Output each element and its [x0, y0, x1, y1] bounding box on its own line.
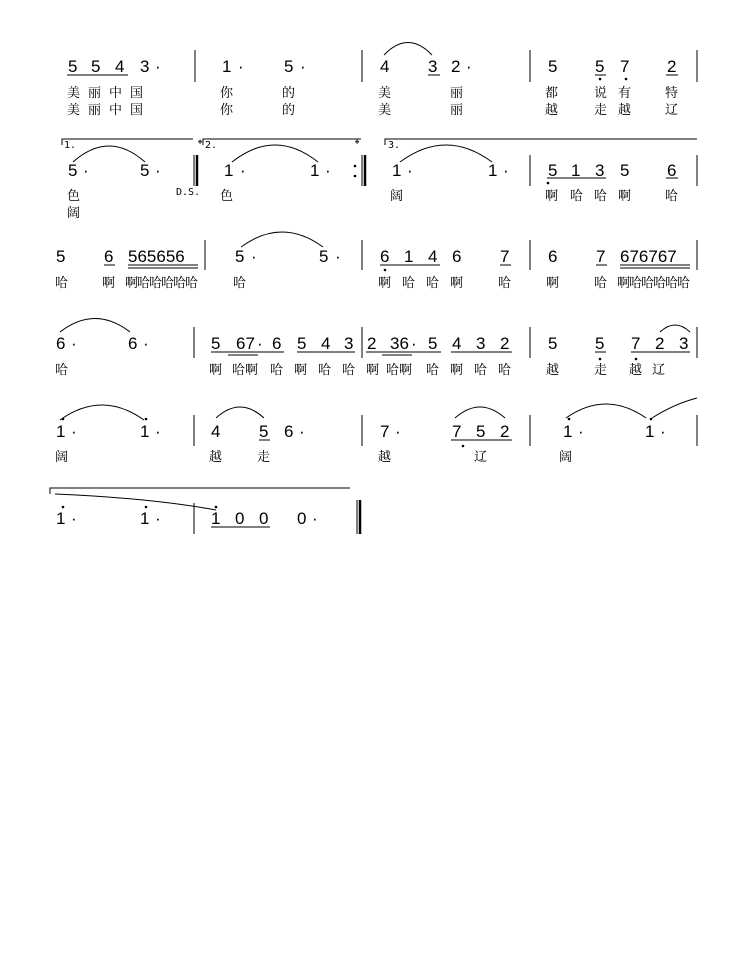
row2-lyric: 哈 — [665, 189, 679, 204]
row2-dot: · — [503, 161, 509, 180]
row1-lyric: 中 — [109, 86, 123, 101]
row2-dot: · — [407, 161, 413, 180]
row4-note: 36 — [390, 334, 409, 353]
row3-note: 6 — [452, 247, 462, 266]
row4-lyric: 啊 — [294, 363, 308, 378]
row3-note: 1 — [404, 247, 414, 266]
row1-lyric-v2: 美 — [378, 103, 392, 118]
row1-lyric: 你 — [220, 86, 234, 101]
row5-note: 2 — [500, 422, 510, 441]
row5-dot: · — [660, 422, 666, 441]
row2-lyric-v2: 阔 — [67, 206, 81, 221]
row5-lyric: 阔 — [55, 450, 69, 465]
row5-dot: · — [155, 422, 161, 441]
row6-note: 0 — [235, 509, 245, 528]
row4-note: 5 — [211, 334, 221, 353]
row1-note: 5 — [68, 57, 78, 76]
row2-lyric: 色 — [67, 189, 81, 204]
row4-note: 5 — [428, 334, 438, 353]
row1-lyric-v2: 越 — [545, 103, 559, 118]
row3-lyric: 啊哈哈哈哈哈 — [617, 276, 690, 291]
row1-lyric-v2: 辽 — [665, 103, 679, 118]
row4-note: 5 — [297, 334, 307, 353]
row2-note: 5 — [548, 161, 558, 180]
volta-3-label: 3. — [388, 140, 401, 151]
row3-lyric: 哈 — [233, 276, 247, 291]
row1-dot: · — [300, 57, 306, 76]
row4-dot: · — [71, 334, 77, 353]
row5-note: 1 — [56, 422, 66, 441]
volta-2-label: 2. — [205, 140, 218, 151]
row4-lyric: 啊 — [450, 363, 464, 378]
row1-lyric: 美 — [67, 86, 81, 101]
row4-lyric: 辽 — [652, 363, 666, 378]
row2-note: 1 — [488, 161, 498, 180]
row3-lyric: 啊 — [102, 276, 116, 291]
row2-note: 5 — [140, 161, 150, 180]
row5-lyric: 阔 — [559, 450, 573, 465]
row1-note: 4 — [115, 57, 125, 76]
row4-lyric: 哈 — [474, 363, 488, 378]
segno-icon: 𝄌 — [198, 137, 203, 151]
row6-note: 0 — [297, 509, 307, 528]
row3-lyric: 哈 — [426, 276, 440, 291]
row3-note: 7 — [596, 247, 606, 266]
row5-dot: · — [578, 422, 584, 441]
row4-note: 3 — [679, 334, 689, 353]
row1-dot: · — [238, 57, 244, 76]
row4-note: 6 — [56, 334, 66, 353]
row1-lyric: 丽 — [88, 86, 102, 101]
row4-dot: · — [411, 334, 417, 353]
row2-note: 3 — [595, 161, 605, 180]
row4-lyric: 啊 — [209, 363, 223, 378]
row4-lyric: 哈啊 — [232, 363, 259, 378]
row2-note: 5 — [68, 161, 78, 180]
row3-lyric: 哈 — [594, 276, 608, 291]
volta-1-label: 1. — [64, 140, 77, 151]
row2-dot: · — [155, 161, 161, 180]
row4-lyric: 哈 — [342, 363, 356, 378]
row3-lyric: 啊 — [546, 276, 560, 291]
row1-lyric: 特 — [665, 86, 679, 101]
row4-dot: · — [257, 334, 263, 353]
row3-lyric: 哈 — [55, 276, 69, 291]
row6-note: 1 — [211, 509, 221, 528]
row1-note: 3 — [428, 57, 438, 76]
row1-lyric-v2: 的 — [282, 103, 296, 118]
row5-note: 1 — [563, 422, 573, 441]
row5-note: 4 — [211, 422, 221, 441]
row1-dot: · — [155, 57, 161, 76]
row1-note: 5 — [91, 57, 101, 76]
row2-note: 6 — [667, 161, 677, 180]
row4-note: 2 — [655, 334, 665, 353]
row1-lyric: 美 — [378, 86, 392, 101]
row2-note: 1 — [310, 161, 320, 180]
row3-lyric: 啊哈哈哈哈哈 — [125, 276, 198, 291]
row4-lyric: 哈 — [498, 363, 512, 378]
row3-note: 7 — [500, 247, 510, 266]
row3-note: 5 — [56, 247, 66, 266]
row1-lyric: 说 — [594, 86, 608, 101]
row3-note: 565656 — [128, 247, 185, 266]
row5-note: 5 — [259, 422, 269, 441]
row3-lyric: 啊 — [378, 276, 392, 291]
row1-lyric-v2: 国 — [130, 103, 144, 118]
row4-note: 6 — [272, 334, 282, 353]
row1-note: 4 — [380, 57, 390, 76]
row4-note: 4 — [321, 334, 331, 353]
row1-dot: · — [466, 57, 472, 76]
row1-lyric: 丽 — [450, 86, 464, 101]
row2-note: 1 — [571, 161, 581, 180]
row4-lyric: 哈 — [426, 363, 440, 378]
row4-note: 5 — [595, 334, 605, 353]
row2-note: 1 — [224, 161, 234, 180]
row1-lyric: 都 — [545, 86, 559, 101]
row4-note: 2 — [367, 334, 377, 353]
row5-dot: · — [299, 422, 305, 441]
row4-lyric: 越 — [629, 363, 643, 378]
row4-lyric: 哈 — [270, 363, 284, 378]
row3-note: 676767 — [620, 247, 677, 266]
row5-note: 6 — [284, 422, 294, 441]
row5-note: 7 — [380, 422, 390, 441]
row1-note: 5 — [548, 57, 558, 76]
row4-lyric: 啊 — [366, 363, 380, 378]
row1-lyric: 国 — [130, 86, 144, 101]
row4-note: 4 — [452, 334, 462, 353]
row3-note: 6 — [380, 247, 390, 266]
row5-note: 1 — [645, 422, 655, 441]
row2-dot: · — [240, 161, 246, 180]
segno-icon: 𝄌 — [355, 137, 360, 151]
row6-note: 1 — [140, 509, 150, 528]
row1-lyric-v2: 美 — [67, 103, 81, 118]
row4-note: 7 — [631, 334, 641, 353]
row1-lyric-v2: 丽 — [88, 103, 102, 118]
row6-note: 1 — [56, 509, 66, 528]
row3-lyric: 哈 — [402, 276, 416, 291]
row5-lyric: 越 — [209, 450, 223, 465]
row2-lyric: 色 — [220, 189, 234, 204]
row3-lyric: 啊 — [450, 276, 464, 291]
row4-note: 3 — [344, 334, 354, 353]
row3-note: 6 — [104, 247, 114, 266]
row4-note: 6 — [128, 334, 138, 353]
row1-lyric: 有 — [618, 86, 632, 101]
row3-note: 4 — [428, 247, 438, 266]
row5-dot: · — [395, 422, 401, 441]
row5-note: 7 — [452, 422, 462, 441]
row2-lyric: 哈 — [570, 189, 584, 204]
row3-note: 5 — [319, 247, 329, 266]
row3-note: 5 — [235, 247, 245, 266]
row4-note: 67 — [236, 334, 255, 353]
row5-note: 5 — [476, 422, 486, 441]
row5-lyric: 走 — [257, 450, 271, 465]
row4-lyric: 哈啊 — [386, 363, 413, 378]
row4-dot: · — [143, 334, 149, 353]
row4-lyric: 越 — [546, 363, 560, 378]
row2-dot: · — [83, 161, 89, 180]
row4-lyric: 走 — [594, 363, 608, 378]
row1-lyric-v2: 走 — [594, 103, 608, 118]
row1-note: 5 — [284, 57, 294, 76]
row4-lyric: 哈 — [318, 363, 332, 378]
row1-note: 1 — [222, 57, 232, 76]
row4-lyric: 哈 — [55, 363, 69, 378]
row1-note: 2 — [667, 57, 677, 76]
row4-note: 3 — [476, 334, 486, 353]
row1-note: 7 — [620, 57, 630, 76]
row2-lyric: 啊 — [545, 189, 559, 204]
row5-lyric: 辽 — [474, 450, 488, 465]
row5-lyric: 越 — [378, 450, 392, 465]
row3-lyric: 哈 — [498, 276, 512, 291]
row3-note: 6 — [548, 247, 558, 266]
row1-note: 2 — [451, 57, 461, 76]
row3-dot: · — [335, 247, 341, 266]
row6-dot: · — [71, 509, 77, 528]
row1-note: 5 — [595, 57, 605, 76]
row1-lyric-v2: 中 — [109, 103, 123, 118]
row4-note: 5 — [548, 334, 558, 353]
row5-dot: · — [71, 422, 77, 441]
row1-lyric: 的 — [282, 86, 296, 101]
row2-lyric: 哈 — [594, 189, 608, 204]
row2-note: 5 — [620, 161, 630, 180]
row2-dot: · — [325, 161, 331, 180]
row3-dot: · — [251, 247, 257, 266]
row2-lyric: 阔 — [390, 189, 404, 204]
row2-note: 1 — [392, 161, 402, 180]
row6-note: 0 — [259, 509, 269, 528]
row1-lyric-v2: 你 — [220, 103, 234, 118]
row1-note: 3 — [140, 57, 150, 76]
row5-note: 1 — [140, 422, 150, 441]
row6-dot: · — [155, 509, 161, 528]
row1-lyric-v2: 越 — [618, 103, 632, 118]
row6-dot: · — [312, 509, 318, 528]
ds-marking: D.S. — [176, 187, 201, 198]
row1-lyric-v2: 丽 — [450, 103, 464, 118]
row4-note: 2 — [500, 334, 510, 353]
row2-lyric: 啊 — [618, 189, 632, 204]
